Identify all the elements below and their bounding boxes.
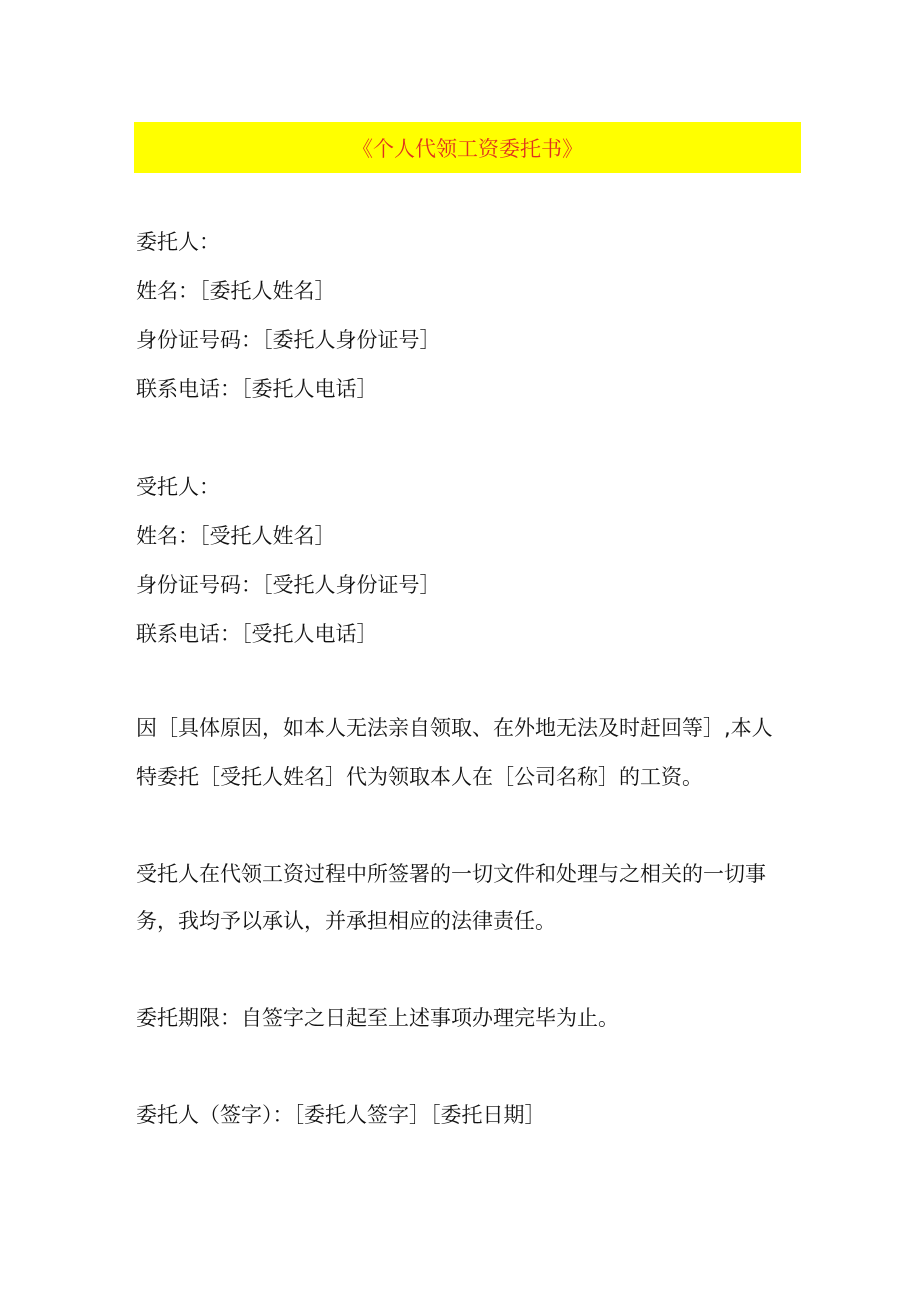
principal-id-line: 身份证号码：［委托人身份证号］ xyxy=(136,328,441,352)
principal-phone-line: 联系电话：［委托人电话］ xyxy=(136,377,378,401)
agent-name-line: 姓名：［受托人姓名］ xyxy=(136,524,336,548)
agent-phone-line: 联系电话：［受托人电话］ xyxy=(136,622,378,646)
agent-id-line: 身份证号码：［受托人身份证号］ xyxy=(136,573,441,597)
document-title: 《个人代领工资委托书》 xyxy=(352,136,583,161)
acknowledgment-paragraph-line-1: 受托人在代领工资过程中所签署的一切文件和处理与之相关的一切事 xyxy=(136,862,766,886)
term-line: 委托期限：自签字之日起至上述事项办理完毕为止。 xyxy=(136,1006,619,1030)
reason-paragraph-line-1: 因［具体原因，如本人无法亲自领取、在外地无法及时赶回等］,本人 xyxy=(136,716,773,740)
agent-heading: 受托人： xyxy=(136,475,220,499)
principal-heading: 委托人： xyxy=(136,230,220,254)
title-banner xyxy=(134,122,801,173)
principal-name-line: 姓名：［委托人姓名］ xyxy=(136,279,336,303)
reason-paragraph-line-2: 特委托［受托人姓名］代为领取本人在［公司名称］的工资。 xyxy=(136,765,703,789)
signature-line: 委托人（签字）：［委托人签字］［委托日期］ xyxy=(136,1103,546,1127)
acknowledgment-paragraph-line-2: 务，我均予以承认，并承担相应的法律责任。 xyxy=(136,909,556,933)
